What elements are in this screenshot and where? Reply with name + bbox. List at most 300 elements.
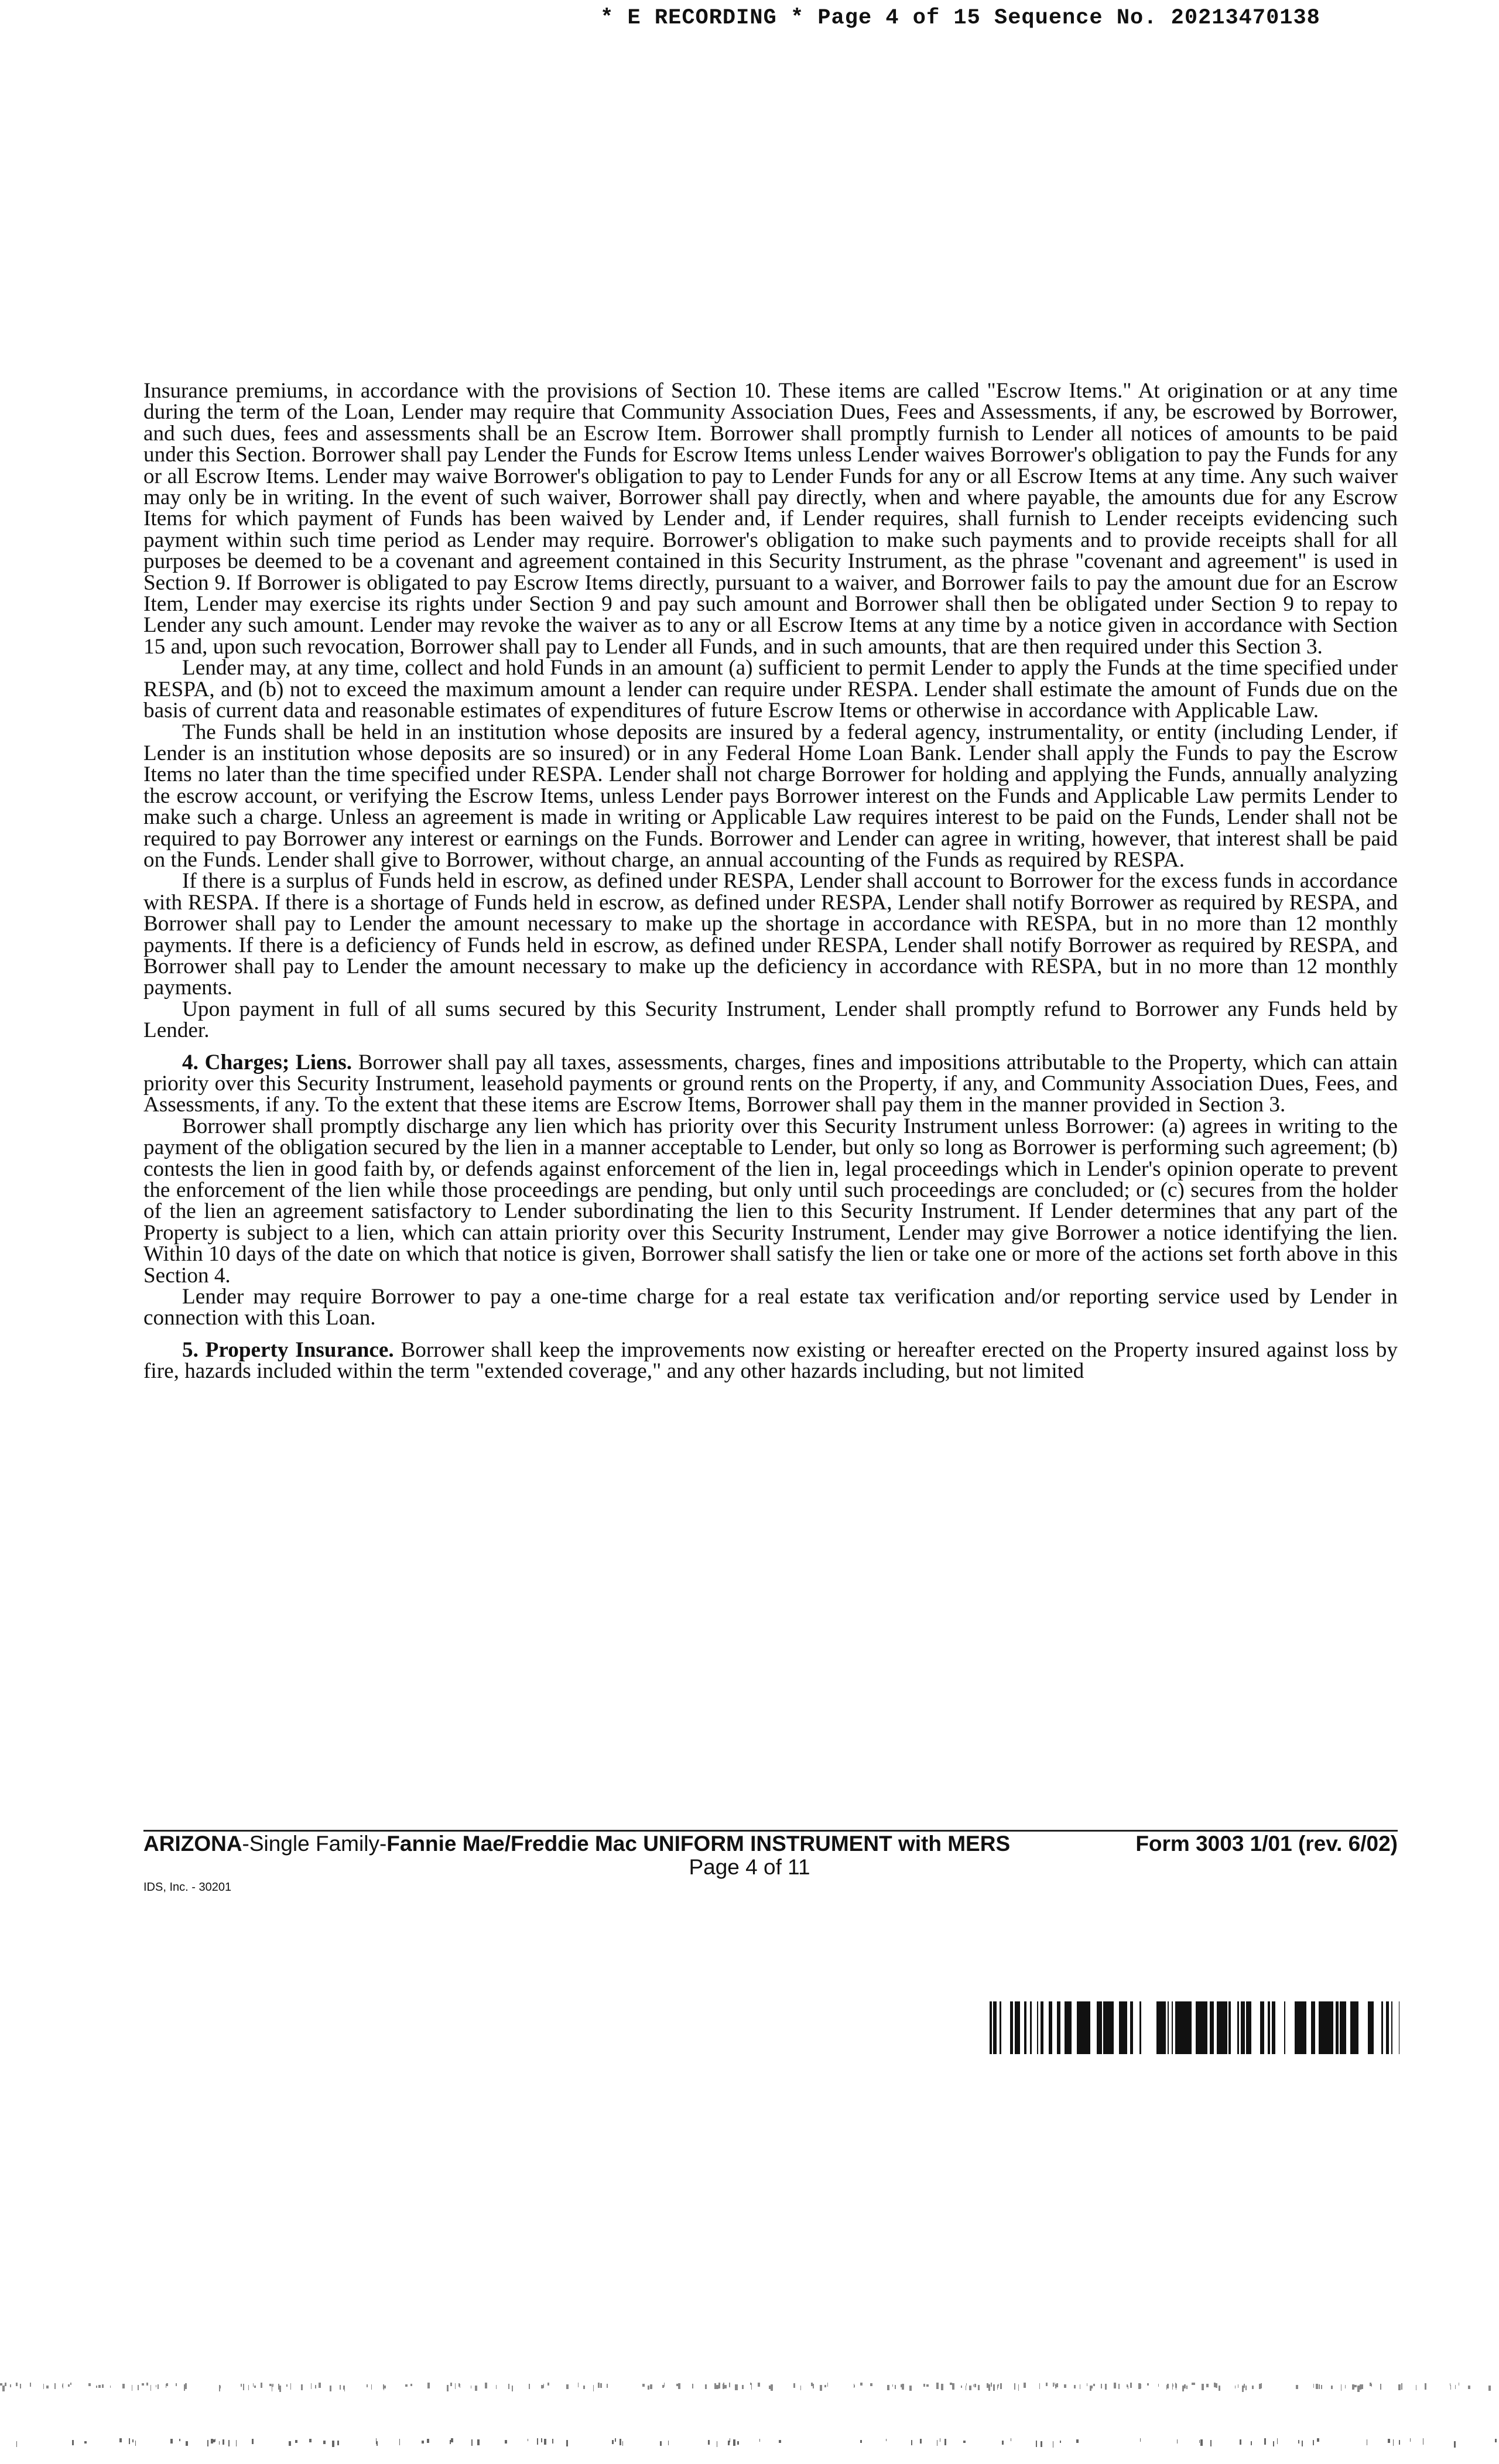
scan-speck xyxy=(1200,2439,1203,2446)
footer-form-instrument: Fannie Mae/Freddie Mac UNIFORM INSTRUMENT with MERS xyxy=(386,1832,1011,1856)
scan-speck xyxy=(84,2441,87,2444)
scan-speck xyxy=(72,2440,74,2445)
scan-speck xyxy=(119,2438,122,2442)
scan-speck xyxy=(678,2383,680,2389)
scan-speck xyxy=(1114,2383,1116,2388)
scan-speck xyxy=(207,2440,208,2446)
scan-speck xyxy=(455,2383,456,2389)
scan-speck xyxy=(427,2439,429,2443)
barcode-bar xyxy=(1323,2001,1326,2054)
scan-speck xyxy=(1138,2383,1141,2389)
scan-speck xyxy=(1192,2383,1193,2385)
barcode-bar xyxy=(995,2001,997,2054)
scan-speck xyxy=(213,2439,215,2442)
scan-speck xyxy=(1316,2384,1318,2389)
scan-speck xyxy=(1454,2441,1456,2448)
scan-speck xyxy=(219,2385,220,2391)
scan-speck xyxy=(1425,2383,1426,2390)
scan-speck xyxy=(1076,2439,1079,2443)
scan-speck xyxy=(920,2439,922,2444)
scan-speck xyxy=(261,2383,262,2388)
scan-speck xyxy=(566,2440,568,2446)
scan-speck xyxy=(295,2440,297,2443)
scan-speck xyxy=(1313,2440,1314,2445)
scan-speck xyxy=(1273,2441,1274,2446)
scan-speck xyxy=(1302,2441,1303,2446)
scan-speck xyxy=(405,2384,408,2387)
scan-speck xyxy=(751,2383,752,2390)
scan-speck xyxy=(1167,2384,1169,2388)
scan-speck xyxy=(343,2386,344,2390)
scan-speck xyxy=(1176,2384,1177,2388)
scan-speck xyxy=(422,2441,424,2444)
barcode-bar xyxy=(1119,2001,1122,2054)
footer-form-type: -Single Family- xyxy=(242,1832,387,1856)
barcode-bar xyxy=(1284,2001,1285,2054)
scan-speck xyxy=(248,2385,249,2390)
scan-speck xyxy=(1202,2384,1204,2390)
scan-speck xyxy=(923,2384,925,2387)
scan-speck xyxy=(729,2383,730,2387)
section-4-paragraph-1 xyxy=(143,1052,1398,1116)
section-5-text-1: Borrower shall keep the improvements now existing or hereafter erected on the Property insured against loss by fire, hazards included within the term "extended coverage," and any other hazards including, but not limited xyxy=(143,1337,1398,1384)
scan-speck xyxy=(1199,2440,1200,2443)
scan-speck xyxy=(1166,2385,1167,2390)
scan-speck xyxy=(811,2383,813,2386)
scan-speck xyxy=(1041,2441,1042,2447)
scan-speck xyxy=(286,2384,288,2387)
barcode-bar xyxy=(1196,2001,1198,2054)
scan-speck xyxy=(122,2384,125,2388)
scan-speck xyxy=(1495,2439,1497,2442)
scan-speck xyxy=(941,2384,943,2390)
barcode-bar xyxy=(1000,2001,1001,2054)
scan-speck xyxy=(692,2384,693,2388)
scan-speck xyxy=(102,2384,104,2388)
scan-speck xyxy=(211,2439,213,2444)
scan-speck xyxy=(966,2383,967,2386)
scan-speck xyxy=(220,2386,221,2388)
scan-speck xyxy=(43,2384,44,2389)
scan-speck xyxy=(716,2385,718,2389)
scan-speck xyxy=(886,2439,887,2441)
scan-speck xyxy=(1354,2385,1357,2387)
scan-speck xyxy=(728,2441,730,2445)
barcode-bar xyxy=(1156,2001,1158,2054)
escrow-paragraph-1: Insurance premiums, in accordance with the provisions of Section 10. These items are called "Escrow Items." At origination or at any time during the term of the Loan, Lender may require that Community Association Dues, Fees and Assessments, if any, be escrowed by Borrower, and such dues, fees and assessments shall be an Escrow Item. Borrower shall promptly furnish to Lender all notices of amounts to be paid under this Section. Borrower shall pay Lender the Funds for Escrow Items unless Lender waives Borrower's obligation to pay the Funds for any or all Escrow Items. Lender may waive Borrower's obligation to pay to Lender Funds for any or all Escrow Items at any time. Any such waiver may only be in writing. In the event of such waiver, Borrower shall pay directly, when and where payable, the amounts due for any Escrow Items for which payment of Funds has been waived by Lender and, if Lender requires, shall furnish to Lender receipts evidencing such payment within such time period as Lender may require. Borrower's obligation to make such payments and to provide receipts shall for all purposes be deemed to be a covenant and agreement contained in this Security Instrument, as the phrase "covenant and agreement" is used in Section 9. If Borrower is obligated to pay Escrow Items directly, pursuant to a waiver, and Borrower fails to pay the amount due for an Escrow Item, Lender may exercise its rights under Section 9 and pay such amount and Borrower shall then be obligated under Section 9 to repay to Lender any such amount. Lender may revoke the waiver as to any or all Escrow Items at any time by a notice given in accordance with Section 15 and, upon such revocation, Borrower shall pay to Lender all Funds, and in such amounts, that are then required under this Section 3. xyxy=(143,379,1398,659)
scan-speck xyxy=(1214,2383,1216,2387)
scan-speck xyxy=(1039,2383,1040,2389)
scan-speck xyxy=(1093,2384,1095,2386)
scan-speck xyxy=(1360,2384,1361,2390)
scan-speck xyxy=(16,2441,17,2447)
scan-speck xyxy=(241,2384,242,2387)
scan-speck xyxy=(1313,2384,1314,2388)
scan-speck xyxy=(1352,2384,1354,2390)
scan-speck xyxy=(1014,2383,1015,2390)
barcode-bar xyxy=(1246,2001,1248,2054)
scan-speck xyxy=(184,2384,185,2391)
scan-speck xyxy=(1219,2386,1220,2391)
scan-speck xyxy=(1298,2440,1299,2444)
scan-speck xyxy=(552,2439,553,2444)
scan-speck xyxy=(451,2438,453,2442)
scan-speck xyxy=(135,2441,136,2446)
barcode-bar xyxy=(1158,2001,1160,2054)
scan-speck xyxy=(708,2440,710,2445)
scan-speck xyxy=(1277,2438,1278,2444)
barcode-bar xyxy=(1241,2001,1245,2054)
scan-speck xyxy=(1251,2441,1252,2445)
scan-speck xyxy=(1488,2386,1491,2391)
scan-speck xyxy=(997,2384,998,2390)
scan-speck xyxy=(827,2383,828,2387)
barcode-bar xyxy=(1139,2001,1141,2054)
scan-speck xyxy=(289,2441,291,2446)
scan-speck xyxy=(1345,2385,1346,2388)
scan-speck xyxy=(660,2441,662,2446)
scan-speck xyxy=(1319,2384,1320,2389)
scan-speck xyxy=(485,2383,487,2388)
scan-speck xyxy=(529,2384,530,2389)
barcode-bar xyxy=(1087,2001,1090,2054)
scan-speck xyxy=(1056,2383,1058,2387)
barcode-bar xyxy=(1273,2001,1275,2054)
scan-speck xyxy=(30,2383,31,2387)
scan-noise-line xyxy=(0,2380,1499,2392)
scan-speck xyxy=(323,2441,326,2444)
scan-speck xyxy=(1024,2383,1026,2388)
barcode-bar xyxy=(1178,2001,1181,2054)
scan-speck xyxy=(1018,2384,1019,2391)
scan-speck xyxy=(723,2383,724,2389)
section-4-heading: 4. Charges; Liens. xyxy=(182,1050,352,1074)
scan-speck xyxy=(742,2385,744,2389)
scan-speck xyxy=(895,2385,896,2389)
barcode-bar xyxy=(1182,2001,1185,2054)
scan-speck xyxy=(96,2386,97,2388)
scan-speck xyxy=(367,2384,368,2387)
scan-speck xyxy=(620,2439,621,2445)
scan-speck xyxy=(750,2383,751,2385)
scan-speck xyxy=(944,2439,946,2445)
scan-speck xyxy=(1105,2384,1107,2390)
scan-speck xyxy=(1060,2441,1061,2443)
barcode-bar xyxy=(1103,2001,1106,2054)
scan-speck xyxy=(813,2384,814,2388)
scan-speck xyxy=(769,2386,771,2389)
scan-speck xyxy=(793,2383,795,2388)
scan-speck xyxy=(5,2383,6,2386)
footer-form-number: Form 3003 1/01 (rev. 6/02) xyxy=(1135,1832,1398,1856)
scan-speck xyxy=(186,2441,188,2446)
scan-speck xyxy=(1240,2439,1241,2445)
scan-speck xyxy=(892,2384,893,2387)
scan-speck xyxy=(1321,2385,1322,2389)
scan-speck xyxy=(1172,2383,1173,2390)
scan-speck xyxy=(1036,2441,1037,2447)
footer-form-line xyxy=(143,1832,1398,1856)
scan-speck xyxy=(733,2439,735,2446)
barcode-bar xyxy=(1340,2001,1343,2054)
scan-speck xyxy=(662,2385,664,2388)
scan-speck xyxy=(1296,2385,1298,2389)
scan-speck xyxy=(860,2383,863,2386)
scan-speck xyxy=(1317,2438,1319,2442)
barcode-bar xyxy=(1204,2001,1207,2054)
scan-speck xyxy=(219,2441,220,2445)
barcode-bar xyxy=(1311,2001,1312,2054)
barcode-bar xyxy=(1336,2001,1339,2054)
scan-speck xyxy=(870,2383,872,2386)
section-5-heading: 5. Property Insurance. xyxy=(182,1337,394,1362)
scan-speck xyxy=(427,2383,430,2388)
scan-speck xyxy=(16,2383,18,2386)
section-4-paragraph-2: Borrower shall promptly discharge any lien which has priority over this Security Instrument unless Borrower: (a) agrees in writing to the payment of the obligation secured by the lien in a manner acceptable to Lender, but only so long as Borrower is performing such agreement; (b) contests the lien in good faith by, or defends against enforcement of the lien in, legal proceedings which in Lender's opinion operate to prevent the enforcement of the lien while those proceedings are pending, but only until such proceedings are concluded; or (c) secures from the holder of the lien an agreement satisfactory to Lender subordinating the lien to this Security Instrument. If Lender determines that any part of the Property is subject to a lien, which can attain priority over this Security Instrument, Lender may give Borrower a notice identifying the lien. Within 10 days of the date on which that notice is given, Borrower shall satisfy the lien or take one or more of the actions set forth above in this Section 4. xyxy=(143,1114,1398,1288)
scan-speck xyxy=(1182,2386,1184,2391)
scan-speck xyxy=(642,2384,645,2387)
scan-speck xyxy=(471,2439,473,2446)
scan-speck xyxy=(278,2384,279,2390)
scan-speck xyxy=(132,2439,134,2442)
scan-speck xyxy=(547,2383,549,2386)
scan-speck xyxy=(969,2386,971,2390)
barcode-bar xyxy=(1319,2001,1323,2054)
barcode-bar xyxy=(1295,2001,1298,2054)
scan-speck xyxy=(129,2438,130,2444)
barcode-bar xyxy=(1097,2001,1100,2054)
scan-speck xyxy=(668,2441,669,2445)
barcode-bar xyxy=(1272,2001,1273,2054)
scan-speck xyxy=(1371,2384,1372,2387)
scan-speck xyxy=(512,2386,513,2391)
scan-speck xyxy=(648,2386,649,2390)
section-4-paragraph-3: Lender may require Borrower to pay a one-time charge for a real estate tax verification and/or reporting service used by Lender in connection with this Loan. xyxy=(143,1285,1398,1330)
barcode-bar xyxy=(1260,2001,1264,2054)
scan-speck xyxy=(176,2383,177,2386)
footer-form-title xyxy=(143,1832,1010,1856)
section-5-paragraph-1 xyxy=(143,1337,1398,1384)
scan-speck xyxy=(1245,2386,1247,2390)
scan-speck xyxy=(1242,2386,1244,2392)
scan-speck xyxy=(759,2439,760,2442)
scan-speck xyxy=(1244,2384,1245,2388)
scan-speck xyxy=(1370,2383,1371,2386)
scan-speck xyxy=(988,2384,990,2391)
scan-speck xyxy=(1130,2383,1132,2388)
scan-speck xyxy=(1140,2438,1141,2442)
scan-speck xyxy=(1264,2438,1266,2445)
scan-speck xyxy=(62,2384,63,2387)
scan-speck xyxy=(724,2385,727,2388)
scan-speck xyxy=(583,2386,585,2389)
escrow-paragraph-3: The Funds shall be held in an institution whose deposits are insured by a federal agency, instrumentality, or entity (including Lender, if Lender is an institution whose deposits are so insured) or in any Federal Home Loan Bank. Lender shall apply the Funds to pay the Escrow Items no later than the time specified under RESPA. Lender shall not charge Borrower for holding and applying the Funds, annually analyzing the escrow account, or verifying the Escrow Items, unless Lender pays Borrower interest on the Funds and Applicable Law permits Lender to make such a charge. Unless an agreement is made in writing or Applicable Law requires interest to be paid on the Funds, Lender shall not be required to pay Borrower any interest or earnings on the Funds. Borrower and Lender can agree in writing, however, that interest shall be paid on the Funds. Lender shall give to Borrower, without charge, an annual accounting of the Funds as required by RESPA. xyxy=(143,720,1398,872)
escrow-paragraph-2: Lender may, at any time, collect and hold Funds in an amount (a) sufficient to permit Lender to apply the Funds at the time specified under RESPA, and (b) not to exceed the maximum amount a lender can require under RESPA. Lender shall estimate the amount of Funds due on the basis of current data and reasonable estimates of expenditures of future Escrow Items or otherwise in accordance with Applicable Law. xyxy=(143,656,1398,723)
barcode-bar xyxy=(1162,2001,1166,2054)
barcode-bar xyxy=(1312,2001,1315,2054)
scan-noise-line-bottom xyxy=(0,2436,1499,2448)
barcode-bar xyxy=(1268,2001,1270,2054)
scan-speck xyxy=(252,2439,254,2444)
scan-speck xyxy=(98,2385,101,2388)
scan-speck xyxy=(771,2384,773,2391)
barcode-bar xyxy=(1065,2001,1067,2054)
document-body xyxy=(143,381,1398,1382)
barcode-bar xyxy=(1015,2001,1019,2054)
scan-speck xyxy=(272,2384,273,2387)
scan-speck xyxy=(1450,2385,1451,2390)
scan-speck xyxy=(758,2383,760,2387)
scan-speck xyxy=(319,2383,321,2388)
scan-speck xyxy=(1261,2383,1262,2388)
scan-speck xyxy=(383,2384,384,2389)
scan-speck xyxy=(1398,2384,1401,2390)
scan-speck xyxy=(340,2385,341,2390)
barcode-bar xyxy=(993,2001,995,2054)
scan-speck xyxy=(1053,2383,1054,2387)
scan-speck xyxy=(1091,2386,1093,2388)
scan-speck xyxy=(952,2383,954,2390)
scan-speck xyxy=(70,2383,71,2385)
scan-speck xyxy=(612,2440,614,2444)
scan-speck xyxy=(223,2439,224,2445)
scan-speck xyxy=(1210,2440,1211,2446)
barcode-bar xyxy=(1019,2001,1020,2054)
scan-speck xyxy=(800,2386,801,2390)
scan-speck xyxy=(1175,2383,1176,2388)
scan-speck xyxy=(901,2384,902,2387)
barcode-bar xyxy=(1370,2001,1374,2054)
barcode-bar xyxy=(1100,2001,1102,2054)
scan-speck xyxy=(279,2386,281,2392)
barcode-bar xyxy=(1067,2001,1069,2054)
scan-speck xyxy=(902,2384,904,2390)
scan-speck xyxy=(718,2383,720,2388)
barcode-bar xyxy=(1077,2001,1079,2054)
scan-speck xyxy=(541,2385,543,2388)
scan-speck xyxy=(377,2441,378,2446)
scan-speck xyxy=(887,2385,889,2390)
scan-speck xyxy=(450,2383,452,2386)
scan-speck xyxy=(973,2384,974,2387)
barcode-bar xyxy=(1198,2001,1202,2054)
scan-speck xyxy=(1000,2383,1002,2389)
scan-speck xyxy=(185,2383,187,2389)
barcode-bar xyxy=(1220,2001,1223,2054)
scan-speck xyxy=(1393,2439,1394,2446)
escrow-paragraph-5: Upon payment in full of all sums secured by this Security Instrument, Lender shall promptly refund to Borrower any Funds held by Lender. xyxy=(143,997,1398,1043)
recording-stamp: * E RECORDING * Page 4 of 15 Sequence No. 20213470138 xyxy=(600,6,1320,30)
barcode-bar xyxy=(1298,2001,1300,2054)
scan-speck xyxy=(737,2384,738,2390)
scan-speck xyxy=(311,2383,312,2389)
scan-speck xyxy=(1259,2384,1261,2389)
barcode-bar xyxy=(1122,2001,1125,2054)
footer-state: ARIZONA xyxy=(143,1832,242,1856)
scan-speck xyxy=(1252,2386,1254,2389)
scan-speck xyxy=(593,2385,594,2391)
scan-speck xyxy=(566,2384,569,2389)
barcode-bar xyxy=(1037,2001,1038,2054)
scan-speck xyxy=(236,2440,237,2446)
barcode-bar xyxy=(1079,2001,1083,2054)
scan-speck xyxy=(987,2383,988,2388)
scan-speck xyxy=(68,2384,70,2387)
barcode-bar xyxy=(1041,2001,1042,2054)
barcode-bar xyxy=(1106,2001,1107,2054)
scan-speck xyxy=(1127,2384,1128,2387)
scan-speck xyxy=(301,2384,303,2390)
scan-speck xyxy=(399,2439,400,2445)
barcode-bar xyxy=(1083,2001,1087,2054)
barcode-bar xyxy=(1125,2001,1127,2054)
scan-speck xyxy=(254,2386,256,2388)
barcode-bar xyxy=(1326,2001,1328,2054)
scan-speck xyxy=(1090,2386,1091,2391)
scan-speck xyxy=(1177,2439,1178,2444)
footer-page-number: Page 4 of 11 xyxy=(689,1855,810,1879)
scan-speck xyxy=(974,2384,976,2387)
scan-speck xyxy=(330,2386,331,2391)
barcode-bar xyxy=(1113,2001,1114,2054)
scan-speck xyxy=(138,2385,139,2390)
barcode-bar xyxy=(1042,2001,1043,2054)
scan-speck xyxy=(166,2383,168,2386)
scan-speck xyxy=(0,2383,2,2386)
scan-speck xyxy=(598,2383,600,2388)
barcode-bar xyxy=(1350,2001,1353,2054)
scan-speck xyxy=(578,2383,579,2387)
scan-speck xyxy=(1410,2438,1411,2442)
scan-speck xyxy=(854,2385,855,2387)
barcode-bar xyxy=(1189,2001,1192,2054)
scan-speck xyxy=(950,2383,952,2385)
barcode-bar xyxy=(1069,2001,1072,2054)
scan-speck xyxy=(1055,2384,1056,2388)
barcode-bar xyxy=(1228,2001,1231,2054)
scan-speck xyxy=(1455,2385,1456,2389)
scan-speck xyxy=(1388,2439,1390,2443)
scan-speck xyxy=(158,2384,159,2389)
scan-speck xyxy=(961,2386,962,2388)
barcode-bar xyxy=(990,2001,992,2054)
scan-speck xyxy=(978,2385,980,2390)
barcode-bar xyxy=(1300,2001,1304,2054)
barcode-bar xyxy=(1391,2001,1392,2054)
scan-speck xyxy=(243,2384,244,2390)
barcode-bar xyxy=(1057,2001,1060,2054)
barcode-bar xyxy=(1181,2001,1182,2054)
scan-speck xyxy=(1046,2383,1048,2386)
scan-speck xyxy=(496,2385,497,2389)
barcode-bar xyxy=(1329,2001,1333,2054)
scan-speck xyxy=(650,2384,652,2389)
scan-speck xyxy=(110,2386,111,2388)
scan-speck xyxy=(615,2438,616,2442)
barcode-bar xyxy=(1217,2001,1220,2054)
scan-speck xyxy=(179,2439,180,2441)
scan-speck xyxy=(1064,2384,1066,2388)
scan-speck xyxy=(664,2383,665,2387)
scan-speck xyxy=(1331,2386,1333,2389)
scan-speck xyxy=(20,2384,21,2388)
scan-speck xyxy=(1216,2383,1217,2388)
scan-speck xyxy=(963,2441,966,2443)
scan-speck xyxy=(290,2383,291,2390)
scan-speck xyxy=(332,2441,334,2447)
scan-speck xyxy=(376,2438,377,2444)
scan-speck xyxy=(269,2384,272,2386)
